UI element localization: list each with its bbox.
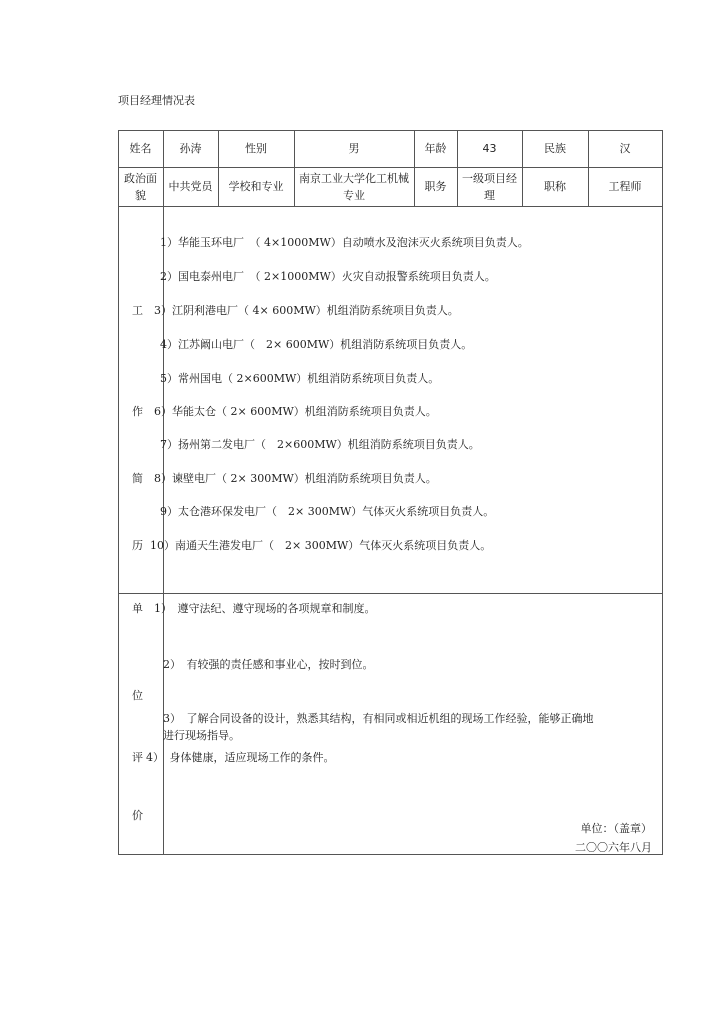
political-value: 中共党员 (168, 180, 213, 193)
ethnicity-label: 民族 (544, 142, 566, 155)
eval-label: 价 (132, 809, 143, 822)
school-value: 南京工业大学化工机械专业 (299, 171, 409, 202)
date: 二〇〇六年八月 (575, 841, 652, 854)
title-value: 工程师 (608, 180, 642, 193)
age-label: 年龄 (424, 142, 447, 155)
position-label: 职务 (424, 180, 447, 193)
gender-value: 男 (348, 142, 360, 155)
eval-item: 4） 身体健康，适应现场工作的条件。 (146, 751, 335, 764)
table-border (118, 130, 119, 855)
work-item: 7）扬州第二发电厂（ 2×600MW）机组消防系统项目负责人。 (160, 438, 480, 451)
table-border (118, 206, 663, 207)
work-label: 简 (132, 472, 143, 485)
gender-label: 性别 (245, 142, 267, 155)
work-item: 9）太仓港环保发电厂（ 2× 300MW）气体灭火系统项目负责人。 (160, 505, 495, 518)
eval-label: 单 (132, 602, 143, 615)
school-label: 学校和专业 (228, 180, 284, 193)
eval-item: 1） 遵守法纪、遵守现场的各项规章和制度。 (154, 602, 376, 615)
work-item: 10）南通天生港发电厂（ 2× 300MW）气体灭火系统项目负责人。 (150, 539, 492, 552)
age-value: 43 (482, 142, 497, 155)
work-label: 作 (132, 405, 143, 418)
eval-item: 3） 了解合同设备的设计，熟悉其结构，有相同或相近机组的现场工作经验，能够正确地 (163, 712, 594, 725)
work-item: 2）国电泰州电厂 （ 2×1000MW）火灾自动报警系统项目负责人。 (160, 270, 496, 283)
work-item: 6）华能太仓（ 2× 600MW）机组消防系统项目负责人。 (154, 405, 437, 418)
unit-seal: 单位：（盖章） (580, 822, 652, 835)
eval-item: 进行现场指导。 (163, 729, 240, 742)
position-value: 一级项目经理 (462, 171, 517, 202)
work-item: 3）江阴利港电厂（ 4× 600MW）机组消防系统项目负责人。 (154, 304, 459, 317)
work-item: 5）常州国电（ 2×600MW）机组消防系统项目负责人。 (160, 372, 440, 385)
table-border (118, 593, 663, 594)
title-label: 职称 (544, 180, 566, 193)
ethnicity-value: 汉 (619, 142, 631, 155)
name-label: 姓名 (129, 142, 152, 155)
eval-label: 位 (132, 689, 143, 702)
name-value: 孙涛 (179, 142, 202, 155)
work-item: 1）华能玉环电厂 （ 4×1000MW）自动喷水及泡沫灭火系统项目负责人。 (160, 236, 529, 249)
work-item: 4）江苏阚山电厂（ 2× 600MW）机组消防系统项目负责人。 (160, 338, 473, 351)
work-label: 历 (132, 539, 143, 552)
eval-item: 2） 有较强的责任感和事业心，按时到位。 (163, 658, 374, 671)
work-item: 8）谏壁电厂（ 2× 300MW）机组消防系统项目负责人。 (154, 472, 437, 485)
political-label: 政治面貌 (124, 171, 157, 202)
eval-label: 评 (132, 751, 143, 764)
document-title: 项目经理情况表 (118, 94, 195, 107)
work-label: 工 (132, 304, 143, 317)
table-border (662, 130, 663, 855)
